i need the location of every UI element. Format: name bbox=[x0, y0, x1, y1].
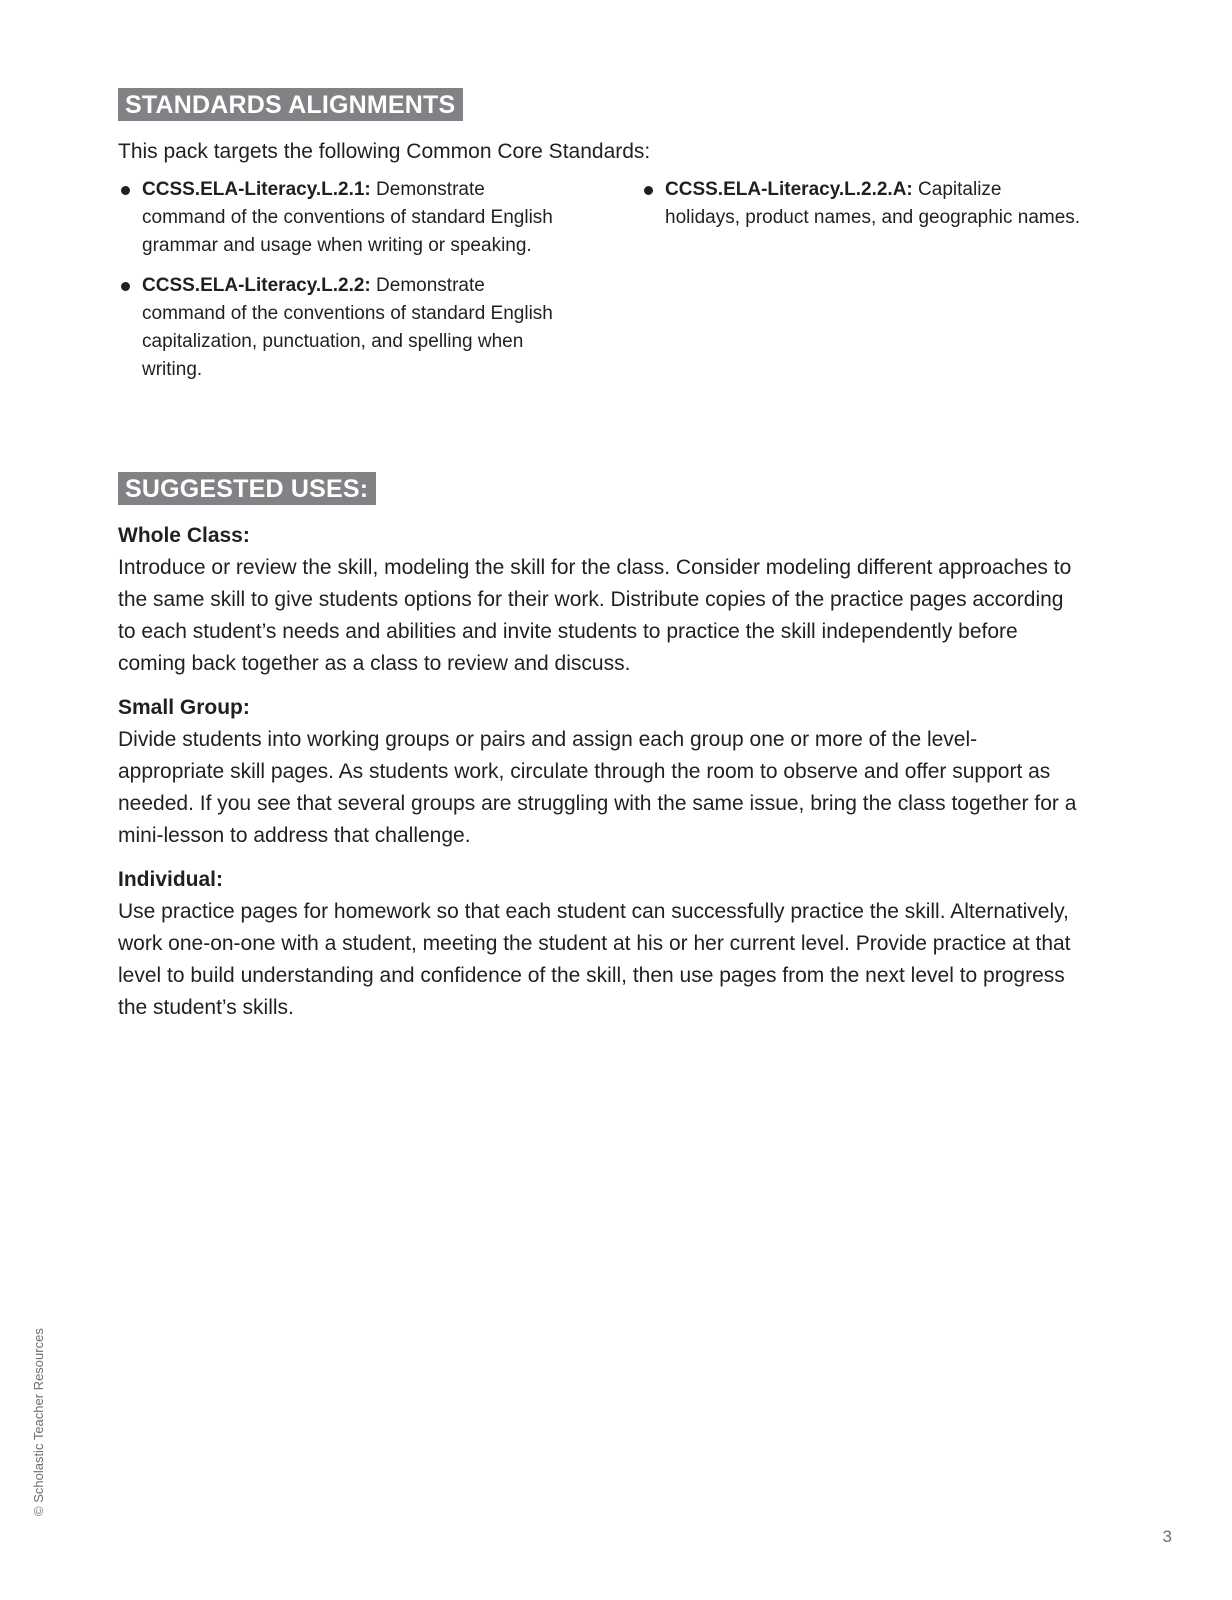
bullet-icon bbox=[121, 282, 130, 291]
standards-heading: STANDARDS ALIGNMENTS bbox=[118, 88, 463, 121]
standards-right-column bbox=[641, 176, 1081, 244]
standards-left-column bbox=[118, 176, 558, 396]
standards-section bbox=[118, 88, 1081, 426]
use-title: Individual: bbox=[118, 868, 223, 891]
suggested-uses-heading: SUGGESTED USES: bbox=[118, 472, 376, 505]
page-number: 3 bbox=[1162, 1527, 1172, 1546]
page-content bbox=[118, 88, 1081, 1024]
bullet-icon bbox=[644, 186, 653, 195]
use-block-small-group bbox=[118, 694, 1078, 852]
standard-code: CCSS.ELA-Literacy.L.2.1: bbox=[142, 179, 371, 200]
standard-item bbox=[118, 176, 558, 260]
use-body: Introduce or review the skill, modeling the skill for the class. Consider modeling different approaches to the same skill to give students options for their work. Distribute copies of the practice pages according to each student’s needs and abilities and invite students to practice the skill independently before coming back together as a class to review and discuss. bbox=[118, 556, 1072, 675]
standard-text: Demonstrate command of the conventions of standard English grammar and usage when writing or speaking. bbox=[142, 179, 553, 256]
suggested-uses-section bbox=[118, 472, 1078, 1024]
bullet-icon bbox=[121, 186, 130, 195]
standard-text: Demonstrate command of the conventions of standard English capitalization, punctuation, and spelling when writing. bbox=[142, 275, 553, 380]
standards-intro: This pack targets the following Common Core Standards: bbox=[118, 140, 651, 163]
use-block-whole-class bbox=[118, 522, 1078, 680]
use-body: Use practice pages for homework so that each student can successfully practice the skill. Alternatively, work one-on-one with a student, meeting the student at his or her current level. Provide practice at that level to build understanding and confidence of the skill, then use pages from the next level to progress the student’s skills. bbox=[118, 900, 1071, 1019]
copyright-notice: © Scholastic Teacher Resources bbox=[31, 1328, 46, 1516]
use-title: Whole Class: bbox=[118, 524, 250, 547]
standard-item bbox=[118, 272, 558, 384]
standards-list bbox=[118, 176, 1081, 426]
use-title: Small Group: bbox=[118, 696, 250, 719]
use-block-individual bbox=[118, 866, 1078, 1024]
standard-code: CCSS.ELA-Literacy.L.2.2: bbox=[142, 275, 371, 296]
standard-item bbox=[641, 176, 1081, 232]
use-body: Divide students into working groups or pairs and assign each group one or more of the level-appropriate skill pages. As students work, circulate through the room to observe and offer support as needed. If you see that several groups are struggling with the same issue, bring the class together for a mini-lesson to address that challenge. bbox=[118, 728, 1077, 847]
standard-code: CCSS.ELA-Literacy.L.2.2.A: bbox=[665, 179, 913, 200]
standard-text: Capitalize holidays, product names, and geographic names. bbox=[665, 179, 1081, 228]
